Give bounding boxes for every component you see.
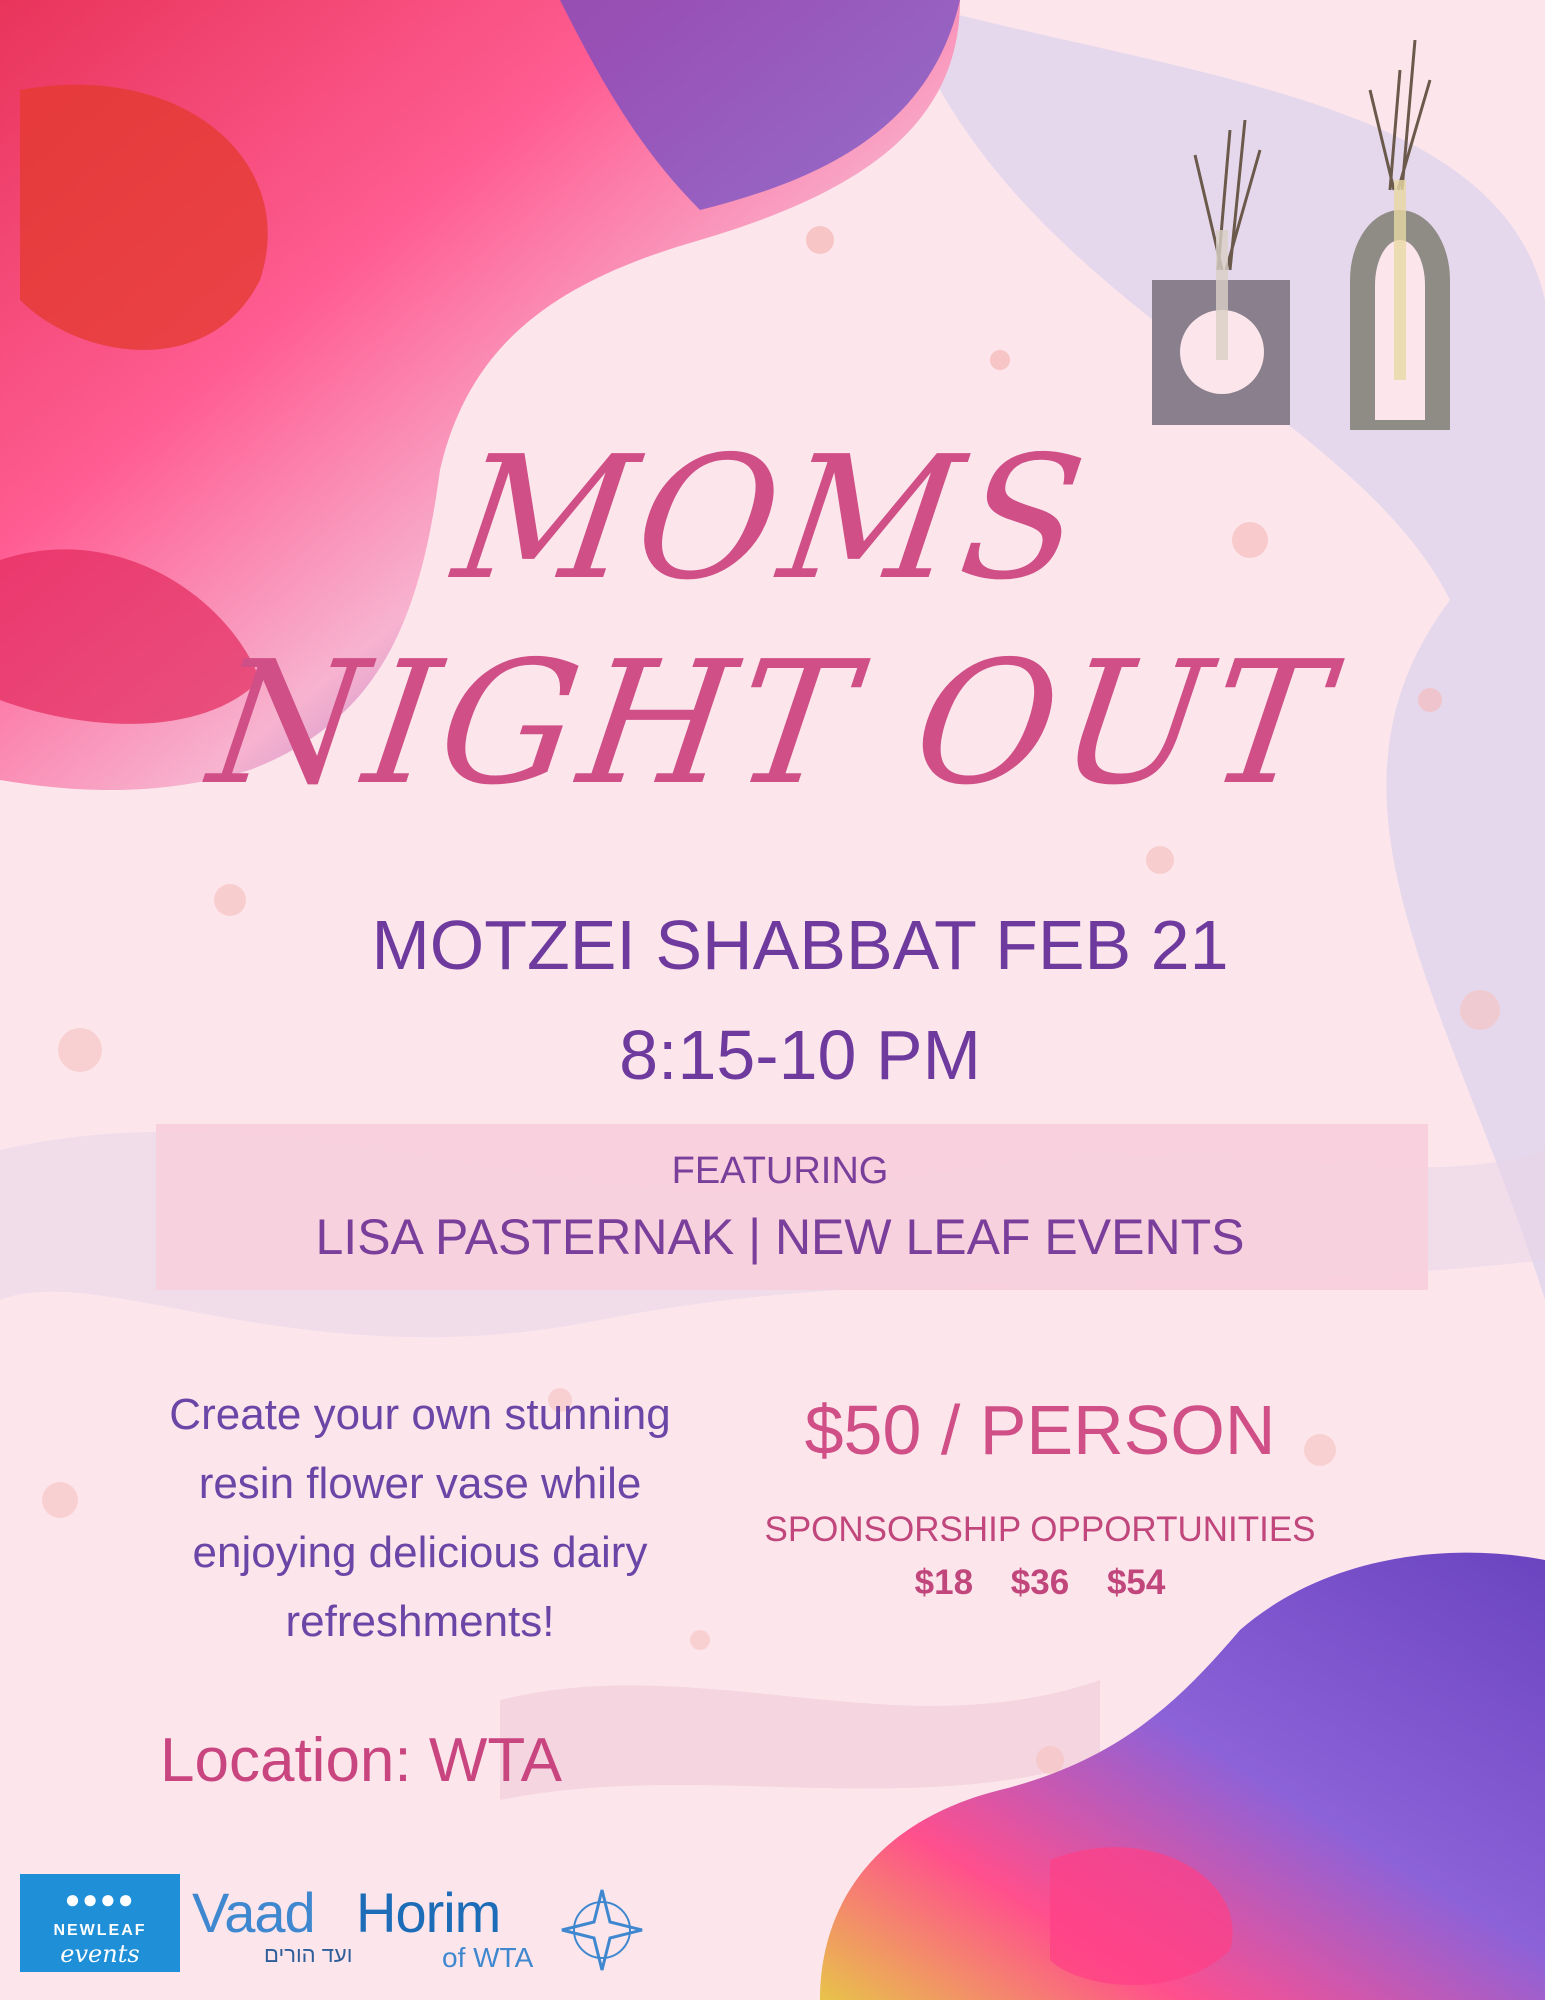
vaad-logo-of: of WTA xyxy=(442,1942,534,1973)
vaad-logo-hebrew: ועד הורים xyxy=(264,1942,353,1967)
description-line: refreshments! xyxy=(285,1597,555,1646)
sponsorship-label: SPONSORSHIP OPPORTUNITIES xyxy=(764,1510,1316,1549)
star-icon xyxy=(552,1880,652,1980)
title-line-2: NIGHT OUT xyxy=(199,625,1346,823)
featuring-label: FEATURING xyxy=(671,1150,889,1192)
description-line: enjoying delicious dairy xyxy=(192,1528,648,1577)
sponsorship-amounts xyxy=(740,1563,1340,1603)
description-line: resin flower vase while xyxy=(198,1459,642,1508)
location: Location: WTA xyxy=(160,1726,563,1795)
vaad-logo-part1: Vaad xyxy=(192,1881,315,1944)
newleaf-logo-top: NEWLEAF xyxy=(53,1922,147,1939)
vaad-horim-logo xyxy=(192,1880,652,1980)
event-description xyxy=(120,1380,720,1656)
price: $50 / PERSON xyxy=(804,1391,1276,1469)
sponsorship-amount: $18 xyxy=(914,1563,974,1602)
title-line-1: MOMS xyxy=(444,420,1101,618)
vaad-logo-part2: Horim xyxy=(356,1881,501,1944)
featuring-names: LISA PASTERNAK | NEW LEAF EVENTS xyxy=(315,1209,1245,1265)
sponsorship-amount: $54 xyxy=(1106,1563,1166,1602)
description-line: Create your own stunning xyxy=(169,1390,671,1439)
sponsorship-amount: $36 xyxy=(1010,1563,1070,1602)
event-date: MOTZEI SHABBAT FEB 21 xyxy=(371,906,1229,984)
newleaf-logo xyxy=(20,1874,180,1972)
event-time: 8:15-10 PM xyxy=(619,1016,981,1094)
newleaf-logo-bottom: events xyxy=(60,1940,140,1968)
dots-icon: ●●●● xyxy=(64,1884,136,1914)
